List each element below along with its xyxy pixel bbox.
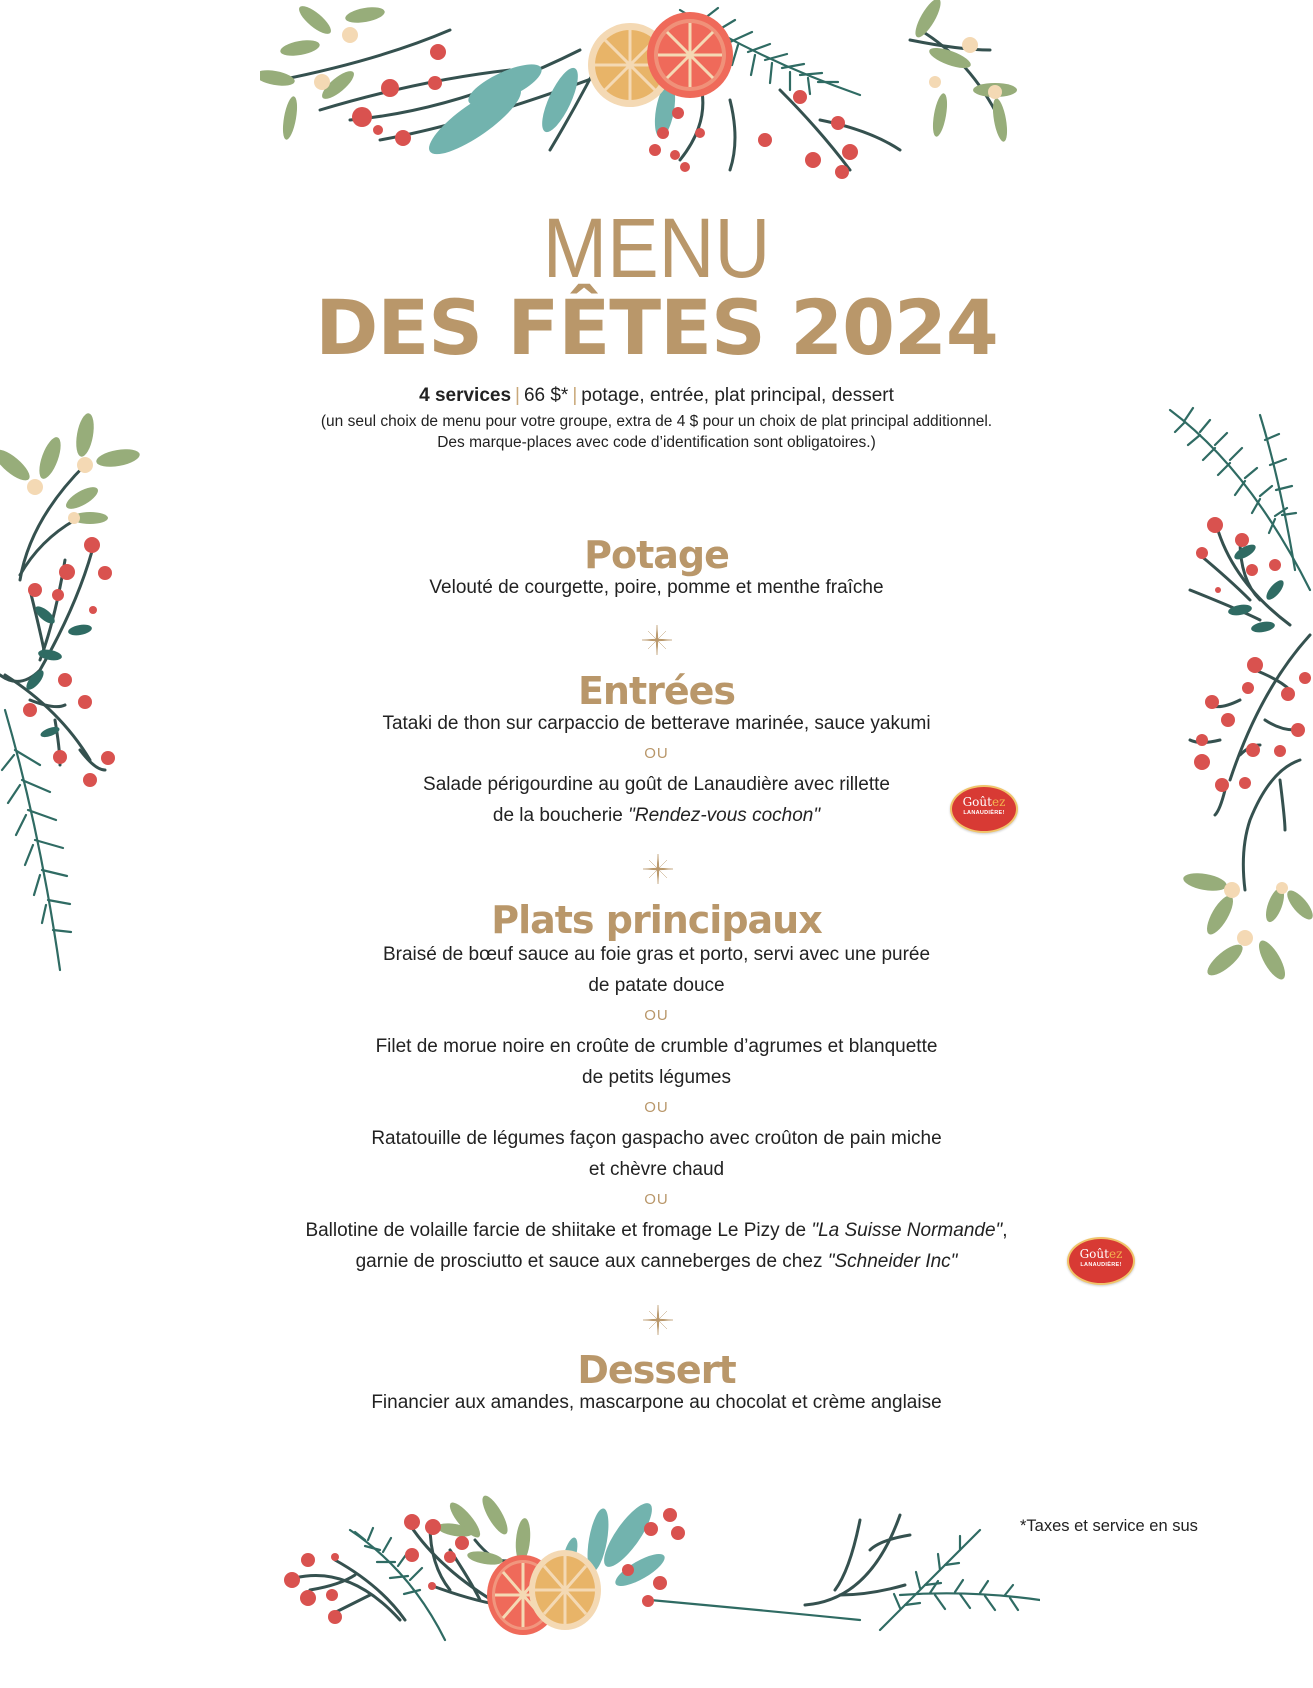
or-label: OU [644, 1099, 669, 1116]
menu-item [0, 769, 1313, 831]
badge-word: Goût [962, 795, 992, 809]
menu-item: Velouté de courgette, poire, pomme et menthe fraîche [429, 577, 884, 598]
producer-name: "Schneider Inc" [827, 1251, 958, 1272]
menu-item-line [0, 800, 1313, 831]
badge-word: ez [1108, 1247, 1123, 1261]
menu-item: Financier aux amandes, mascarpone au chocolat et crème anglaise [371, 1392, 942, 1413]
text: Ballotine de volaille farcie de shiitake et fromage Le Pizy de [305, 1220, 812, 1241]
sparkle-divider-icon [642, 625, 672, 655]
section-title: Plats principaux [491, 898, 822, 942]
section-dessert [0, 1347, 1313, 1418]
price: 66 $* [523, 385, 569, 406]
menu-item [0, 939, 1313, 1001]
sparkle-divider-icon [643, 854, 673, 884]
producer-name: "Rendez-vous cochon" [628, 805, 821, 826]
menu-item-line: Ratatouille de légumes façon gaspacho avec croûton de pain miche [371, 1128, 942, 1149]
menu-item [0, 1123, 1313, 1185]
goutez-lanaudiere-badge [1067, 1237, 1135, 1285]
menu-summary [0, 384, 1313, 408]
note-line-2: Des marque-places avec code d’identification sont obligatoires.) [437, 434, 876, 451]
menu-item [0, 1031, 1313, 1093]
section-entrees [0, 668, 1313, 831]
section-potage [0, 532, 1313, 603]
courses-list: potage, entrée, plat principal, dessert [581, 385, 894, 406]
menu-item-line: Braisé de bœuf sauce au foie gras et porto, servi avec une purée [382, 944, 931, 965]
or-label: OU [644, 1191, 669, 1208]
title-des-fetes-2024: DES FÊTES 2024 [315, 283, 998, 372]
section-title: Dessert [577, 1348, 736, 1392]
section-title: Potage [584, 533, 729, 577]
or-label: OU [644, 1007, 669, 1024]
badge-word: Goût [1079, 1247, 1109, 1261]
menu-item-line: de patate douce [588, 975, 725, 996]
bottom-floral-garland [280, 1490, 1040, 1660]
badge-subtext: LANAUDIÈRE! [1080, 1262, 1122, 1268]
group-note [0, 411, 1313, 453]
badge-word: ez [991, 795, 1006, 809]
text: garnie de prosciutto et sauce aux canneberges de chez [355, 1251, 828, 1272]
tax-footnote: *Taxes et service en sus [1020, 1517, 1198, 1535]
menu-item-line: de petits légumes [582, 1067, 731, 1088]
note-line-1: (un seul choix de menu pour votre groupe, extra de 4 $ pour un choix de plat principal additionnel. [320, 413, 993, 430]
title-menu: MENU [542, 201, 771, 295]
separator: | [572, 385, 578, 406]
menu-item-line: Filet de morue noire en croûte de crumble d’agrumes et blanquette [375, 1036, 938, 1057]
menu-item: Tataki de thon sur carpaccio de betterave marinée, sauce yakumi [382, 713, 931, 734]
goutez-lanaudiere-badge [950, 785, 1018, 833]
or-label: OU [644, 745, 669, 762]
text: de la boucherie [492, 805, 629, 826]
services-count: 4 services [419, 385, 512, 406]
top-floral-garland [260, 0, 1060, 190]
section-plats-principaux [0, 897, 1313, 1277]
text: , [1002, 1220, 1008, 1241]
menu-item-line: et chèvre chaud [588, 1159, 725, 1180]
badge-subtext: LANAUDIÈRE! [963, 810, 1005, 816]
menu-item-line: Salade périgourdine au goût de Lanaudière avec rillette [423, 774, 890, 795]
producer-name: "La Suisse Normande" [811, 1220, 1003, 1241]
section-title: Entrées [577, 669, 736, 713]
sparkle-divider-icon [643, 1305, 673, 1335]
badge-text [1069, 1247, 1133, 1261]
badge-text [952, 795, 1016, 809]
separator: | [515, 385, 520, 406]
